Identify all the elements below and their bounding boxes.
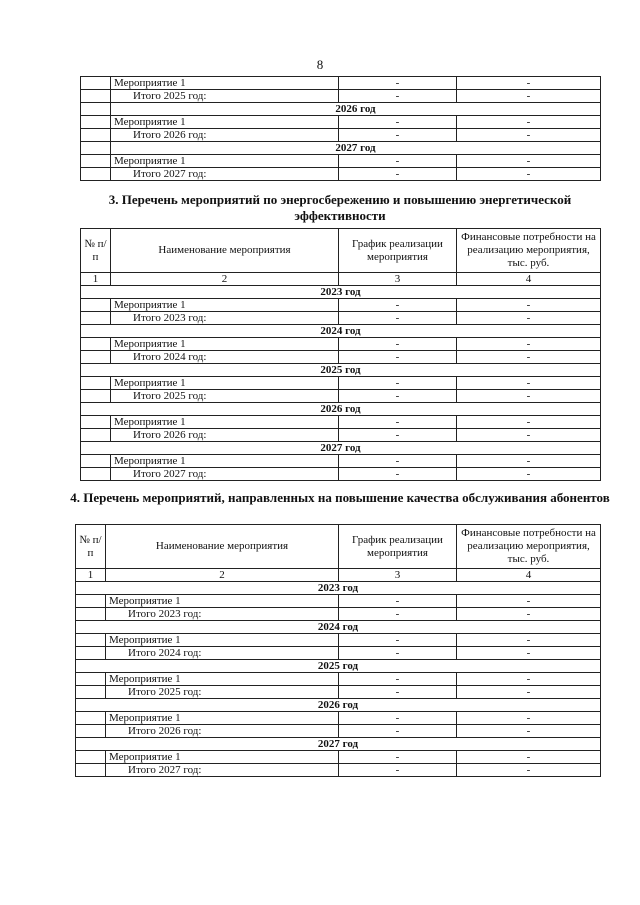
finance-cell: -: [457, 634, 601, 647]
year-label: 2027 год: [111, 142, 601, 155]
activity-name: Мероприятие 1: [106, 712, 339, 725]
activity-name: Мероприятие 1: [111, 155, 339, 168]
total-label: Итого 2026 год:: [111, 129, 339, 142]
num-cell: [81, 168, 111, 181]
table-row: [76, 673, 601, 686]
year-label: 2024 год: [81, 325, 601, 338]
finance-cell: -: [457, 455, 601, 468]
finance-cell: -: [457, 712, 601, 725]
activity-name: Мероприятие 1: [111, 455, 339, 468]
header-name: Наименование мероприятия: [106, 525, 339, 569]
year-row: [81, 325, 601, 338]
finance-cell: -: [457, 764, 601, 777]
total-label: Итого 2025 год:: [111, 90, 339, 103]
num-cell: [81, 77, 111, 90]
num-cell: [81, 299, 111, 312]
section-3-table: [80, 228, 601, 481]
activity-name: Мероприятие 1: [111, 77, 339, 90]
schedule-cell: -: [339, 634, 457, 647]
finance-cell: -: [457, 155, 601, 168]
total-label: Итого 2023 год:: [106, 608, 339, 621]
schedule-cell: -: [339, 155, 457, 168]
year-label: 2026 год: [81, 403, 601, 416]
schedule-cell: -: [339, 338, 457, 351]
schedule-cell: -: [339, 299, 457, 312]
year-row: [81, 364, 601, 377]
num-cell: [81, 455, 111, 468]
total-row: [81, 312, 601, 325]
table-row: [81, 455, 601, 468]
table-row: [81, 77, 601, 90]
num-cell: [76, 673, 106, 686]
activity-name: Мероприятие 1: [106, 595, 339, 608]
year-label: 2025 год: [76, 660, 601, 673]
total-row: [81, 90, 601, 103]
year-label: 2027 год: [76, 738, 601, 751]
finance-cell: -: [457, 351, 601, 364]
total-label: Итого 2025 год:: [106, 686, 339, 699]
num-cell: [81, 390, 111, 403]
finance-cell: -: [457, 338, 601, 351]
table-row: [76, 751, 601, 764]
total-row: [76, 725, 601, 738]
num-cell: [76, 751, 106, 764]
finance-cell: -: [457, 647, 601, 660]
column-index-row: [76, 569, 601, 582]
section-4-table: [75, 524, 601, 777]
table-row: [81, 377, 601, 390]
num-cell: [76, 686, 106, 699]
schedule-cell: -: [339, 90, 457, 103]
year-row: [81, 103, 601, 116]
finance-cell: -: [457, 377, 601, 390]
year-row: [81, 142, 601, 155]
table-row: [81, 299, 601, 312]
schedule-cell: -: [339, 377, 457, 390]
schedule-cell: -: [339, 416, 457, 429]
year-label: 2027 год: [81, 442, 601, 455]
schedule-cell: -: [339, 647, 457, 660]
total-label: Итого 2024 год:: [106, 647, 339, 660]
num-cell: [76, 725, 106, 738]
table-row: [76, 595, 601, 608]
index-cell: 2: [106, 569, 339, 582]
total-label: Итого 2024 год:: [111, 351, 339, 364]
total-row: [76, 647, 601, 660]
finance-cell: -: [457, 168, 601, 181]
table-header-row: [76, 525, 601, 569]
total-row: [81, 429, 601, 442]
schedule-cell: -: [339, 455, 457, 468]
num-cell: [81, 338, 111, 351]
total-row: [76, 608, 601, 621]
table-row: [76, 634, 601, 647]
table-row: [81, 116, 601, 129]
schedule-cell: -: [339, 312, 457, 325]
header-name: Наименование мероприятия: [111, 229, 339, 273]
finance-cell: -: [457, 751, 601, 764]
index-cell: 3: [339, 273, 457, 286]
num-cell: [81, 468, 111, 481]
num-cell: [76, 647, 106, 660]
header-schedule: График реализации мероприятия: [339, 229, 457, 273]
finance-cell: -: [457, 90, 601, 103]
finance-cell: -: [457, 129, 601, 142]
schedule-cell: -: [339, 608, 457, 621]
table-row: [76, 712, 601, 725]
year-label: 2023 год: [76, 582, 601, 595]
num-cell: [76, 634, 106, 647]
total-label: Итого 2023 год:: [111, 312, 339, 325]
num-cell: [81, 377, 111, 390]
finance-cell: -: [457, 468, 601, 481]
finance-cell: -: [457, 725, 601, 738]
index-cell: 1: [81, 273, 111, 286]
table-row: [81, 155, 601, 168]
year-row: [81, 403, 601, 416]
total-label: Итого 2027 год:: [106, 764, 339, 777]
schedule-cell: -: [339, 686, 457, 699]
num-cell: [81, 155, 111, 168]
total-row: [81, 168, 601, 181]
finance-cell: -: [457, 77, 601, 90]
finance-cell: -: [457, 116, 601, 129]
num-cell: [81, 142, 111, 155]
total-label: Итого 2026 год:: [111, 429, 339, 442]
finance-cell: -: [457, 312, 601, 325]
section-3-heading: 3. Перечень мероприятий по энергосбережению и повышению энергетической эффективности: [108, 192, 572, 223]
num-cell: [81, 103, 111, 116]
year-label: 2024 год: [76, 621, 601, 634]
total-row: [76, 764, 601, 777]
schedule-cell: -: [339, 129, 457, 142]
schedule-cell: -: [339, 764, 457, 777]
schedule-cell: -: [339, 429, 457, 442]
table-header-row: [81, 229, 601, 273]
num-cell: [81, 351, 111, 364]
year-label: 2026 год: [76, 699, 601, 712]
activity-name: Мероприятие 1: [106, 634, 339, 647]
activity-name: Мероприятие 1: [111, 416, 339, 429]
num-cell: [81, 129, 111, 142]
index-cell: 4: [457, 569, 601, 582]
year-row: [76, 621, 601, 634]
schedule-cell: -: [339, 725, 457, 738]
finance-cell: -: [457, 686, 601, 699]
continuation-table: [80, 76, 601, 181]
index-cell: 2: [111, 273, 339, 286]
schedule-cell: -: [339, 390, 457, 403]
schedule-cell: -: [339, 751, 457, 764]
index-cell: 4: [457, 273, 601, 286]
total-label: Итого 2025 год:: [111, 390, 339, 403]
schedule-cell: -: [339, 673, 457, 686]
header-finance: Финансовые потребности на реализацию мероприятия, тыс. руб.: [457, 229, 601, 273]
finance-cell: -: [457, 429, 601, 442]
schedule-cell: -: [339, 168, 457, 181]
num-cell: [81, 416, 111, 429]
finance-cell: -: [457, 416, 601, 429]
total-label: Итого 2026 год:: [106, 725, 339, 738]
index-cell: 3: [339, 569, 457, 582]
schedule-cell: -: [339, 351, 457, 364]
index-cell: 1: [76, 569, 106, 582]
year-row: [76, 582, 601, 595]
num-cell: [81, 90, 111, 103]
header-finance: Финансовые потребности на реализацию мероприятия, тыс. руб.: [457, 525, 601, 569]
activity-name: Мероприятие 1: [111, 377, 339, 390]
num-cell: [76, 764, 106, 777]
total-row: [76, 686, 601, 699]
activity-name: Мероприятие 1: [111, 116, 339, 129]
schedule-cell: -: [339, 712, 457, 725]
finance-cell: -: [457, 673, 601, 686]
header-num: № п/п: [81, 229, 111, 273]
total-row: [81, 351, 601, 364]
year-row: [76, 738, 601, 751]
finance-cell: -: [457, 595, 601, 608]
year-row: [81, 286, 601, 299]
total-row: [81, 468, 601, 481]
year-row: [81, 442, 601, 455]
column-index-row: [81, 273, 601, 286]
activity-name: Мероприятие 1: [106, 751, 339, 764]
table-row: [81, 416, 601, 429]
total-row: [81, 129, 601, 142]
year-label: 2025 год: [81, 364, 601, 377]
finance-cell: -: [457, 608, 601, 621]
num-cell: [76, 608, 106, 621]
finance-cell: -: [457, 299, 601, 312]
total-label: Итого 2027 год:: [111, 468, 339, 481]
year-row: [76, 660, 601, 673]
num-cell: [81, 429, 111, 442]
year-label: 2026 год: [111, 103, 601, 116]
num-cell: [76, 595, 106, 608]
table-row: [81, 338, 601, 351]
page-number: 8: [316, 57, 324, 72]
total-row: [81, 390, 601, 403]
activity-name: Мероприятие 1: [106, 673, 339, 686]
year-row: [76, 699, 601, 712]
activity-name: Мероприятие 1: [111, 338, 339, 351]
num-cell: [76, 712, 106, 725]
schedule-cell: -: [339, 595, 457, 608]
num-cell: [81, 312, 111, 325]
num-cell: [81, 116, 111, 129]
schedule-cell: -: [339, 468, 457, 481]
schedule-cell: -: [339, 77, 457, 90]
header-schedule: График реализации мероприятия: [339, 525, 457, 569]
finance-cell: -: [457, 390, 601, 403]
year-label: 2023 год: [81, 286, 601, 299]
section-4-heading: 4. Перечень мероприятий, направленных на повышение качества обслуживания абонентов: [70, 490, 610, 505]
schedule-cell: -: [339, 116, 457, 129]
total-label: Итого 2027 год:: [111, 168, 339, 181]
activity-name: Мероприятие 1: [111, 299, 339, 312]
header-num: № п/п: [76, 525, 106, 569]
